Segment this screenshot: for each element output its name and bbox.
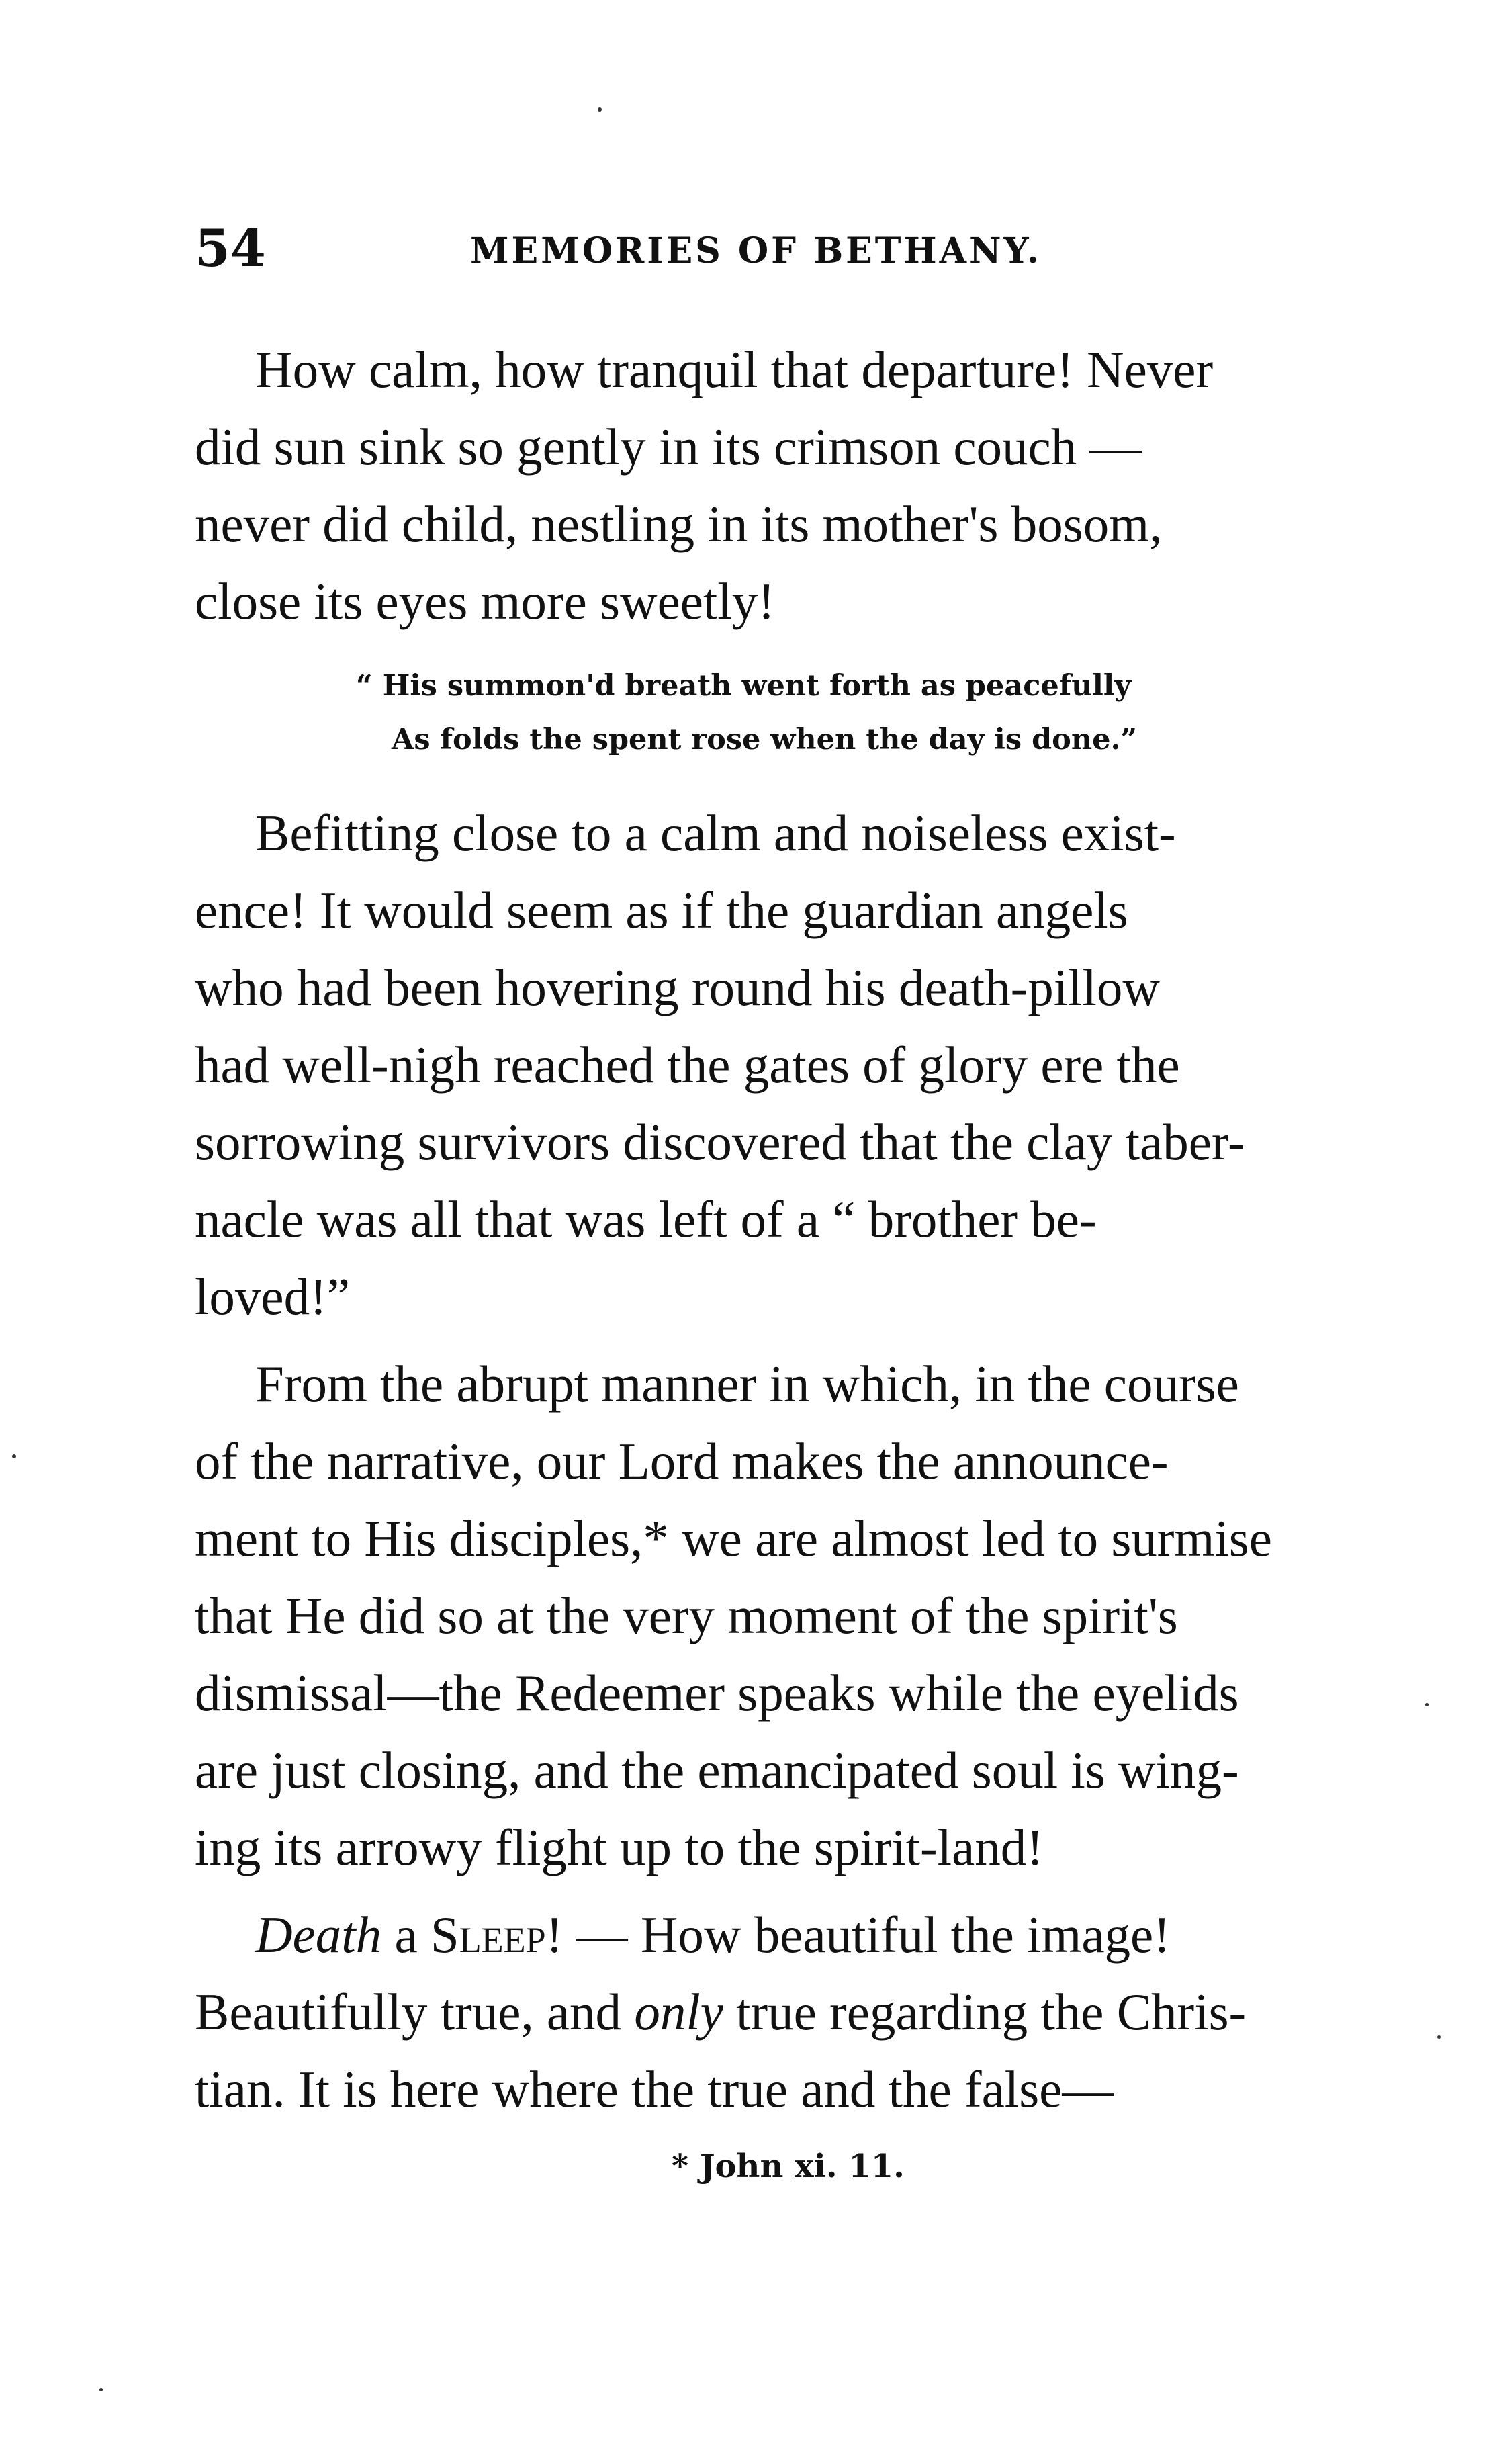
footnote: * John xi. 11. [672,2148,905,2185]
paragraph-2-line-7: loved!” [195,1268,350,1325]
paragraph-2-line-4: had well-nigh reached the gates of glory ere the [195,1036,1180,1094]
verse-quote-line-2: As folds the spent rose when the day is done.” [392,723,1138,756]
paragraph-2-line-1: Befitting close to a calm and noiseless exist- [255,804,1176,862]
running-title: MEMORIES OF BETHANY. [470,230,1042,271]
verse-quote-line-1: “ His summon'd breath went forth as peacefully [356,669,1132,703]
scan-speck [12,1454,16,1458]
paragraph-2-line-5: sorrowing survivors discovered that the clay taber- [195,1113,1245,1171]
paragraph-3-line-7: ing its arrowy flight up to the spirit-land! [195,1818,1044,1876]
scan-speck [1437,2035,1441,2039]
paragraph-3-line-5: dismissal—the Redeemer speaks while the eyelids [195,1664,1239,1722]
sleep-word: Sleep [430,1906,546,1964]
scan-speck [598,107,602,112]
scan-speck [99,2388,103,2391]
paragraph-3-line-4: that He did so at the very moment of the spirit's [195,1587,1178,1644]
paragraph-3-line-2: of the narrative, our Lord makes the announce- [195,1432,1169,1490]
paragraph-2-line-6: nacle was all that was left of a “ brother be- [195,1190,1097,1248]
paragraph-4-line-1 [255,1901,1171,1968]
paragraph-4-line-3: tian. It is here where the true and the false— [195,2060,1114,2118]
paragraph-4-line-2-before: Beautifully true, and [195,1983,622,2041]
paragraph-4-line-1-rest: ! — How beautiful the image! [545,1906,1171,1964]
paragraph-1-line-4: close its eyes more sweetly! [195,572,775,630]
page-number: 54 [195,218,266,278]
article-a: a [394,1906,418,1964]
paragraph-3-line-3: ment to His disciples,* we are almost led to surmise [195,1509,1272,1567]
paragraph-3-line-1: From the abrupt manner in which, in the course [255,1355,1239,1413]
paragraph-1-line-1: How calm, how tranquil that departure! Never [255,341,1214,398]
only-word: only [634,1983,723,2041]
running-head [195,218,1283,279]
paragraph-4-line-2-after: true regarding the Chris- [736,1983,1247,2041]
paragraph-4-line-2 [195,1978,1246,2045]
paragraph-2-line-2: ence! It would seem as if the guardian angels [195,881,1128,939]
scan-speck [1425,1703,1429,1706]
paragraph-3-line-6: are just closing, and the emancipated soul is wing- [195,1741,1239,1799]
paragraph-1-line-2: did sun sink so gently in its crimson couch — [195,418,1142,476]
paragraph-1-line-3: never did child, nestling in its mother's bosom, [195,495,1163,553]
paragraph-2-line-3: who had been hovering round his death-pillow [195,959,1161,1016]
death-word: Death [255,1906,382,1964]
